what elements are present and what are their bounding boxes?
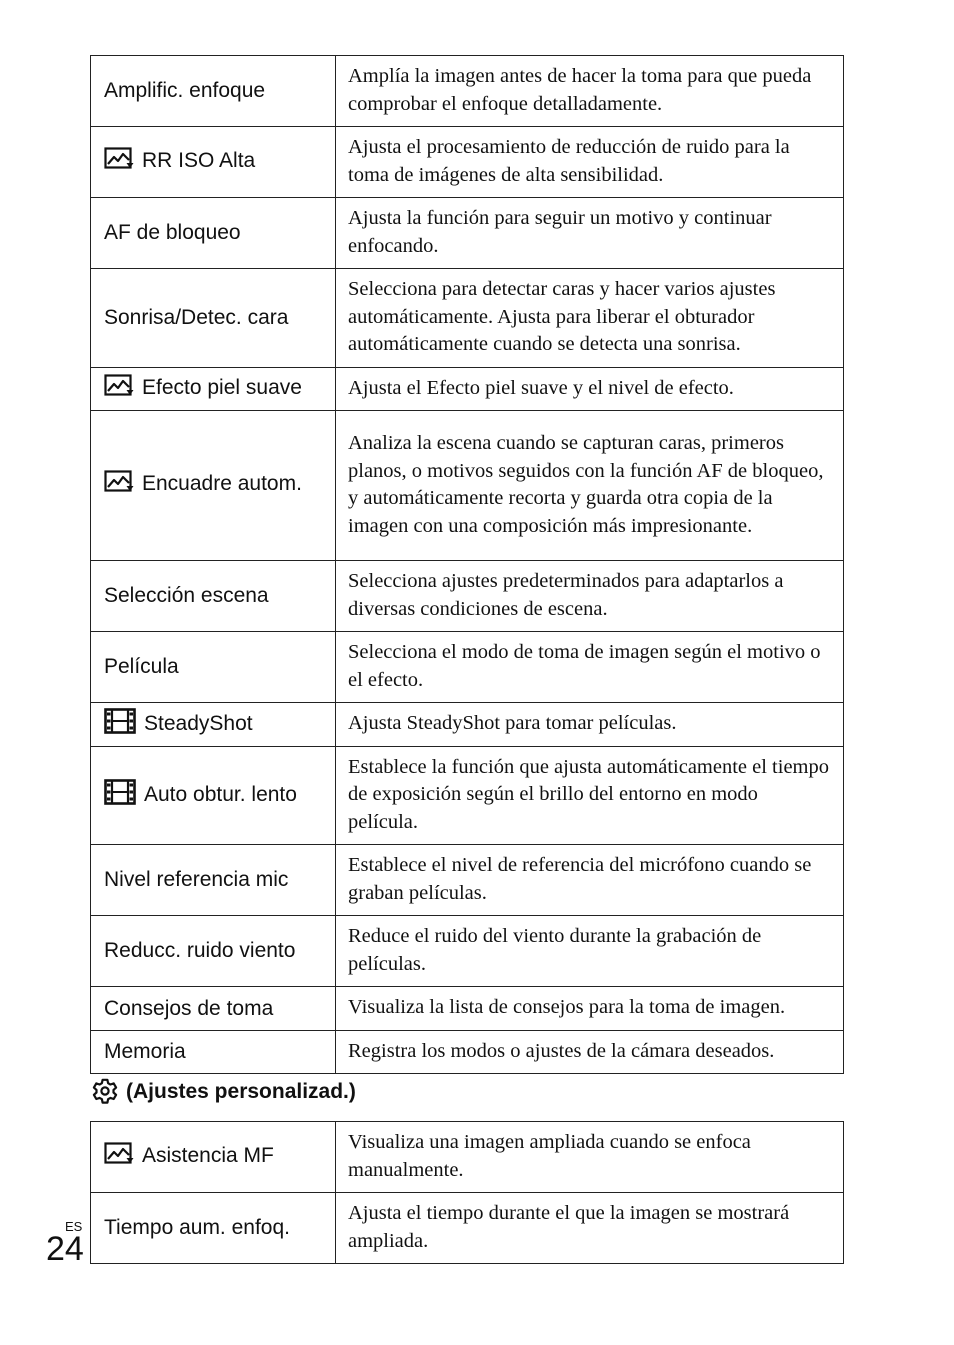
setting-label: SteadyShot xyxy=(144,712,253,736)
table-row xyxy=(91,916,844,987)
movie-film-icon xyxy=(104,779,136,811)
setting-description: Registra los modos o ajustes de la cámara deseados. xyxy=(336,1030,844,1074)
setting-name-cell xyxy=(91,367,336,411)
setting-label: Asistencia MF xyxy=(142,1143,274,1167)
setting-label: Tiempo aum. enfoq. xyxy=(104,1216,290,1240)
setting-name-cell xyxy=(91,703,336,747)
table-row xyxy=(91,56,844,127)
setting-name-cell xyxy=(91,269,336,368)
setting-name-cell xyxy=(91,198,336,269)
setting-description: Establece el nivel de referencia del micrófono cuando se graban películas. xyxy=(336,845,844,916)
table-row xyxy=(91,411,844,561)
movie-film-icon xyxy=(104,708,136,740)
table-row xyxy=(91,1030,844,1074)
gear-icon xyxy=(92,1078,118,1110)
setting-label: Selección escena xyxy=(104,584,269,608)
setting-name-cell xyxy=(91,411,336,561)
table-row xyxy=(91,632,844,703)
setting-label: RR ISO Alta xyxy=(142,148,256,172)
setting-name-cell xyxy=(91,127,336,198)
setting-name-cell xyxy=(91,56,336,127)
setting-description: Visualiza la lista de consejos para la toma de imagen. xyxy=(336,987,844,1031)
table-row xyxy=(91,987,844,1031)
table-row xyxy=(91,845,844,916)
setting-label: Encuadre autom. xyxy=(142,472,302,496)
setting-description: Ajusta el Efecto piel suave y el nivel de efecto. xyxy=(336,367,844,411)
language-code: ES xyxy=(65,1219,83,1234)
setting-label: Amplific. enfoque xyxy=(104,79,266,103)
setting-name-cell xyxy=(91,1193,336,1264)
setting-description: Ajusta SteadyShot para tomar películas. xyxy=(336,703,844,747)
setting-label: AF de bloqueo xyxy=(104,221,241,245)
setting-description: Ajusta el procesamiento de reducción de ruido para la toma de imágenes de alta sensibilidad. xyxy=(336,127,844,198)
table-row xyxy=(91,746,844,845)
setting-name-cell xyxy=(91,845,336,916)
setting-description: Analiza la escena cuando se capturan caras, primeros planos, o motivos seguidos con la función AF de bloqueo, y automáticamente recorta y guarda otra copia de la imagen con una composición más impresionante. xyxy=(336,411,844,561)
setting-description: Amplía la imagen antes de hacer la toma para que pueda comprobar el enfoque detalladamente. xyxy=(336,56,844,127)
setting-name-cell xyxy=(91,916,336,987)
table-row xyxy=(91,561,844,632)
setting-description: Visualiza una imagen ampliada cuando se enfoca manualmente. xyxy=(336,1122,844,1193)
setting-description: Establece la función que ajusta automáticamente el tiempo de exposición según el brillo del entorno en modo película. xyxy=(336,746,844,845)
setting-description: Ajusta la función para seguir un motivo y continuar enfocando. xyxy=(336,198,844,269)
table-row xyxy=(91,127,844,198)
setting-description: Selecciona el modo de toma de imagen según el motivo o el efecto. xyxy=(336,632,844,703)
setting-description: Ajusta el tiempo durante el que la imagen se mostrará ampliada. xyxy=(336,1193,844,1264)
table-row xyxy=(91,269,844,368)
custom-settings-table xyxy=(90,1121,844,1264)
setting-label: Auto obtur. lento xyxy=(144,783,297,807)
section-heading xyxy=(92,1078,356,1110)
setting-label: Nivel referencia mic xyxy=(104,868,289,892)
setting-label: Reducc. ruido viento xyxy=(104,939,296,963)
setting-label: Memoria xyxy=(104,1040,186,1064)
settings-table xyxy=(90,55,844,1074)
setting-description: Selecciona ajustes predeterminados para adaptarlos a diversas condiciones de escena. xyxy=(336,561,844,632)
setting-label: Efecto piel suave xyxy=(142,375,302,399)
setting-name-cell xyxy=(91,746,336,845)
table-row xyxy=(91,367,844,411)
table-row xyxy=(91,1193,844,1264)
setting-description: Reduce el ruido del viento durante la grabación de películas. xyxy=(336,916,844,987)
setting-name-cell xyxy=(91,1122,336,1193)
setting-name-cell xyxy=(91,632,336,703)
page-number: 24 xyxy=(46,1230,84,1268)
setting-name-cell xyxy=(91,1030,336,1074)
setting-label: Sonrisa/Detec. cara xyxy=(104,306,289,330)
table-row xyxy=(91,703,844,747)
setting-name-cell xyxy=(91,987,336,1031)
table-row xyxy=(91,1122,844,1193)
setting-label: Consejos de toma xyxy=(104,996,274,1020)
table-row xyxy=(91,198,844,269)
section-heading-text: (Ajustes personalizad.) xyxy=(126,1080,356,1103)
setting-name-cell xyxy=(91,561,336,632)
setting-description: Selecciona para detectar caras y hacer varios ajustes automáticamente. Ajusta para liberar el obturador automáticamente cuando se detecta una sonrisa. xyxy=(336,269,844,368)
setting-label: Película xyxy=(104,655,179,679)
still-image-icon xyxy=(104,374,134,404)
still-image-icon xyxy=(104,1142,134,1172)
still-image-icon xyxy=(104,147,134,177)
still-image-icon xyxy=(104,470,134,500)
